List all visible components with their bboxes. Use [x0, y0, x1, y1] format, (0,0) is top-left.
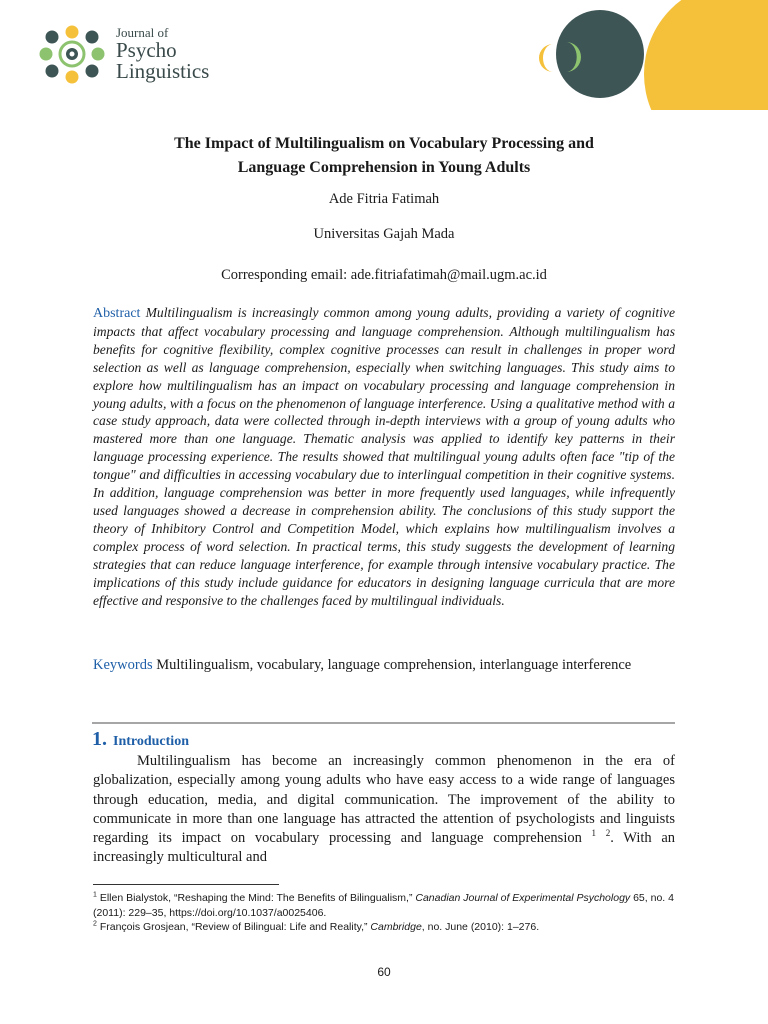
journal-name-line2: Psycho [116, 38, 177, 62]
paper-title-line1: The Impact of Multilingualism on Vocabulary Processing and [174, 135, 594, 152]
abstract-label: Abstract [93, 306, 141, 321]
paper-title [92, 132, 676, 180]
dark-teal-circle [556, 10, 644, 98]
author-name: Ade Fitria Fatimah [328, 191, 440, 207]
footnote-1 [93, 891, 675, 920]
footnote-1-journal: Canadian Journal of Experimental Psychology [415, 892, 631, 904]
footnote-1-number: 1 [93, 891, 97, 899]
footnote-2 [93, 920, 675, 935]
footnote-1-text-b: 65, no. 4 (2011): 229–35, https://doi.org/10.1037/a0025406. [93, 892, 674, 919]
yellow-crescent [539, 44, 553, 72]
author-affiliation: Universitas Gajah Mada [313, 226, 455, 242]
keywords-label: Keywords [93, 657, 153, 673]
journal-name-line1: Journal of [116, 25, 169, 40]
page-number: 60 [377, 965, 391, 979]
keywords [93, 656, 675, 675]
footnote-divider [93, 884, 279, 885]
section-title: Introduction [113, 734, 189, 749]
footnote-2-text-a: François Grosjean, “Review of Bilingual: Life and Reality,” [99, 921, 371, 933]
footnote-ref-2[interactable]: 2 [605, 828, 611, 839]
abstract-text: Multilingualism is increasingly common among young adults, providing a variety of cognitive impacts that affect vocabulary processing and language comprehension. Although multilingualism has benefits for cognitive flexibility, complex cognitive processes can result in challenges in proper word selection as well as language comprehension, especially when switching languages. This study aims to explore how multilingualism has an impact on vocabulary processing and language comprehension in young adults, with a focus on the phenomenon of language interference. Using a qualitative method with a case study approach, data were collected through in-depth interviews with a group of young adults who mastered more than one language. Thematic analysis was applied to identify key patterns in their language processing experience. The results showed that multilingual young adults often face "tip of the tongue" and difficulties in accessing vocabulary due to interlingual competition in their cognitive systems. In addition, language comprehension was better in more frequently used languages, while infrequently used languages showed a decrease in comprehension ability. The conclusions of this study support the theory of Inhibitory Control and Competition Model, which explains how multilingualism involves a complex process of word selection. In practical terms, this study suggests the development of learning strategies that can reduce language interference, for example through intensive vocabulary practice. The implications of this study include guidance for educators in designing language curricula that are more effective and responsive to the challenges faced by multilingual individuals. [93, 305, 675, 608]
section-number: 1. [92, 728, 107, 750]
section-divider [92, 722, 675, 724]
introduction-paragraph [93, 752, 675, 868]
journal-name-line3: Linguistics [116, 59, 210, 83]
journal-name [116, 26, 209, 82]
paragraph-text-2: . With an increasingly multicultural and [93, 830, 676, 866]
journal-logo-icon [0, 0, 116, 110]
abstract [93, 304, 675, 609]
footnote-2-text-b: , no. June (2010): 1–276. [421, 921, 540, 933]
footnote-ref-1[interactable]: 1 [591, 828, 597, 839]
paragraph-text-1: Multilingualism has become an increasingly common phenomenon in the era of globalization, especially among young adults who have easy access to a wide range of languages through education, media, and digital communication. The improvement of the ability to communicate in more than one language has attracted the attention of psychologists and linguists regarding its impact on vocabulary processing and language comprehension [93, 753, 675, 847]
footnote-2-number: 2 [93, 920, 97, 928]
paper-title-line2: Language Comprehension in Young Adults [237, 159, 531, 176]
section-heading [92, 728, 189, 751]
footnote-1-text-a: Ellen Bialystok, “Reshaping the Mind: The Benefits of Bilingualism,” [99, 892, 416, 904]
yellow-circle [644, 0, 768, 110]
footnote-2-journal: Cambridge [370, 921, 422, 933]
corresponding-email: Corresponding email: ade.fitriafatimah@mail.ugm.ac.id [221, 267, 547, 283]
keywords-text: Multilingualism, vocabulary, language comprehension, interlanguage interference [156, 657, 632, 673]
